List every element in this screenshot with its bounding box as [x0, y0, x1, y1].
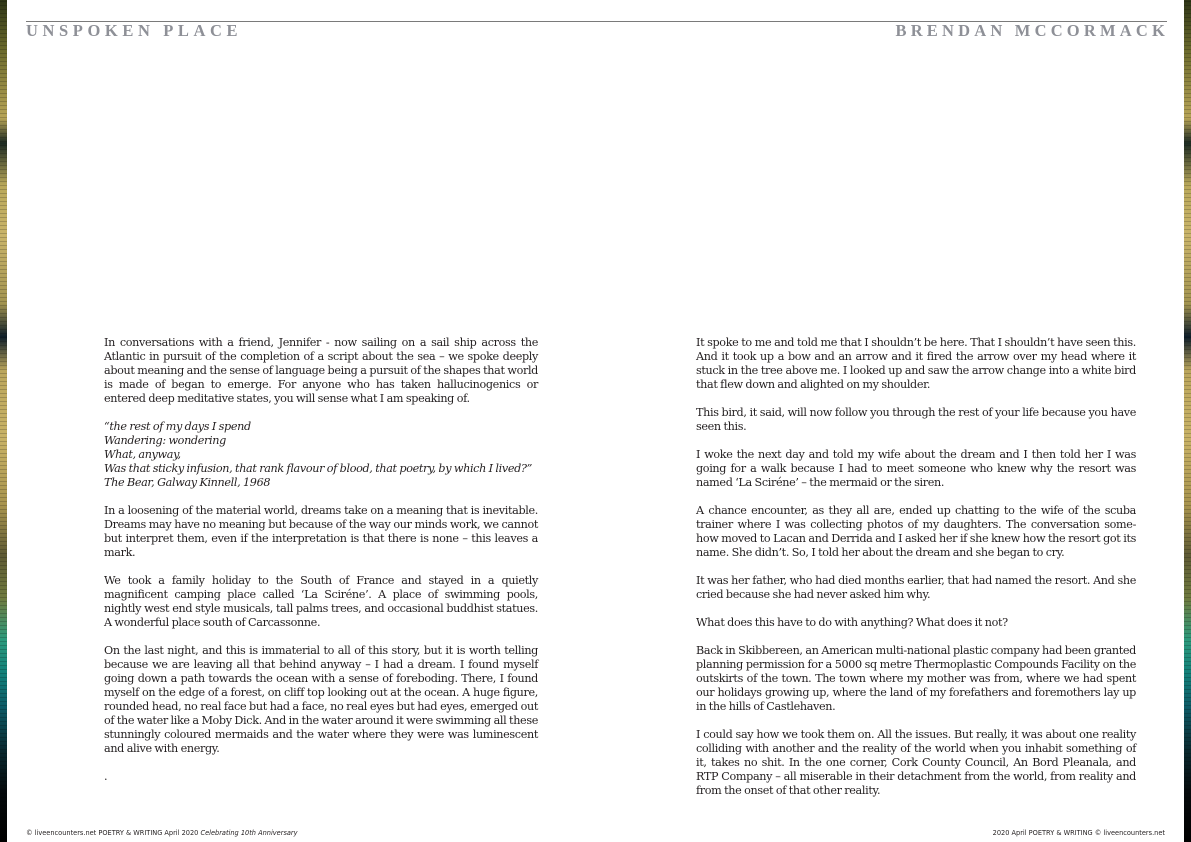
right-column — [696, 336, 1136, 812]
paragraph: What does this have to do with anything? What does it not? — [696, 616, 1008, 629]
quote-line: Wandering: wondering — [104, 434, 226, 447]
section-title: UNSPOKEN PLACE — [26, 21, 243, 40]
paragraph: It was her father, who had died months earlier, that had named the resort. And she cried because she had never asked him why. — [696, 574, 1136, 601]
quote-line: “the rest of my days I spend — [104, 420, 251, 433]
quote-attribution: The Bear, Galway Kinnell, 1968 — [104, 476, 271, 489]
paragraph: Back in Skibbereen, an American multi-national plastic company had been granted planning permission for a 5000 sq metre Thermoplastic Compounds Facility on the outskirts of the town. The town where my mother was from, where we had spent our holidays growing up, where the land of my forefathers and foremothers lay up in the hills of Castlehaven. — [696, 644, 1136, 713]
decorative-border-right — [1184, 0, 1191, 842]
trailing-dot: . — [104, 770, 108, 783]
poem-quote — [104, 420, 538, 490]
paragraph: I woke the next day and told my wife about the dream and I then told her I was going for a walk because I had to meet someone who knew why the resort was named ‘La Sciréne’ – the mermaid or the siren. — [696, 448, 1136, 489]
footer-anniversary: Celebrating 10th Anniversary — [200, 829, 298, 837]
footer-left-text: © liveencounters.net POETRY & WRITING April 2020 — [26, 829, 199, 837]
footer-right: 2020 April POETRY & WRITING © liveencounters.net — [992, 829, 1165, 837]
paragraph: We took a family holiday to the South of France and stayed in a quietly magnificent camping place called ‘La Sciréne’. A place of swimming pools, nightly west end style musicals, tall palms trees, and occasional buddhist statues. A wonderful place south of Carcassonne. — [104, 574, 538, 629]
left-column — [104, 336, 538, 798]
quote-line: Was that sticky infusion, that rank flavour of blood, that poetry, by which I lived?” — [104, 462, 532, 475]
quote-line: What, anyway, — [104, 448, 181, 461]
paragraph: A chance encounter, as they all are, ended up chatting to the wife of the scuba trainer where I was collecting photos of my daughters. The conversation some-how moved to Lacan and Derrida and I asked her if she knew how the resort got its name. She didn’t. So, I told her about the dream and she began to cry. — [696, 504, 1136, 559]
paragraph: I could say how we took them on. All the issues. But really, it was about one reality colliding with another and the reality of the world when you inhabit something of it, takes no shit. In the one corner, Cork County Council, An Bord Pleanala, and RTP Company – all miserable in their detachment from the world, from reality and from the onset of that other reality. — [696, 728, 1136, 797]
paragraph: This bird, it said, will now follow you through the rest of your life because you have seen this. — [696, 406, 1136, 433]
paragraph: In a loosening of the material world, dreams take on a meaning that is inevitable. Dreams may have no meaning but because of the way our minds work, we cannot but interpret them, even if the interpretation is that there is none – this leaves a mark. — [104, 504, 538, 559]
paragraph: In conversations with a friend, Jennifer - now sailing on a sail ship across the Atlantic in pursuit of the completion of a script about the sea – we spoke deeply about meaning and the sense of language being a pursuit of the shapes that world is made of began to emerge. For anyone who has taken hallucinogenics or entered deep meditative states, you will sense what I am speaking of. — [104, 336, 538, 405]
footer-left — [26, 828, 298, 838]
paragraph: On the last night, and this is immaterial to all of this story, but it is worth telling because we are leaving all that behind anyway – I had a dream. I found myself going down a path towards the ocean with a sense of foreboding. There, I found myself on the edge of a forest, on cliff top looking out at the ocean. A huge figure, rounded head, no real face but had a face, no real eyes but had eyes, emerged out of the water like a Moby Dick. And in the water around it were swimming all these stunningly coloured mermaids and the water where they were was luminescent and alive with energy. — [104, 644, 538, 755]
author-name: BRENDAN MCCORMACK — [895, 21, 1169, 40]
decorative-border-left — [0, 0, 7, 842]
paragraph: It spoke to me and told me that I shouldn’t be here. That I shouldn’t have seen this. And it took up a bow and an arrow and it fired the arrow over my head where it stuck in the tree above me. I looked up and saw the arrow change into a white bird that flew down and alighted on my shoulder. — [696, 336, 1136, 391]
